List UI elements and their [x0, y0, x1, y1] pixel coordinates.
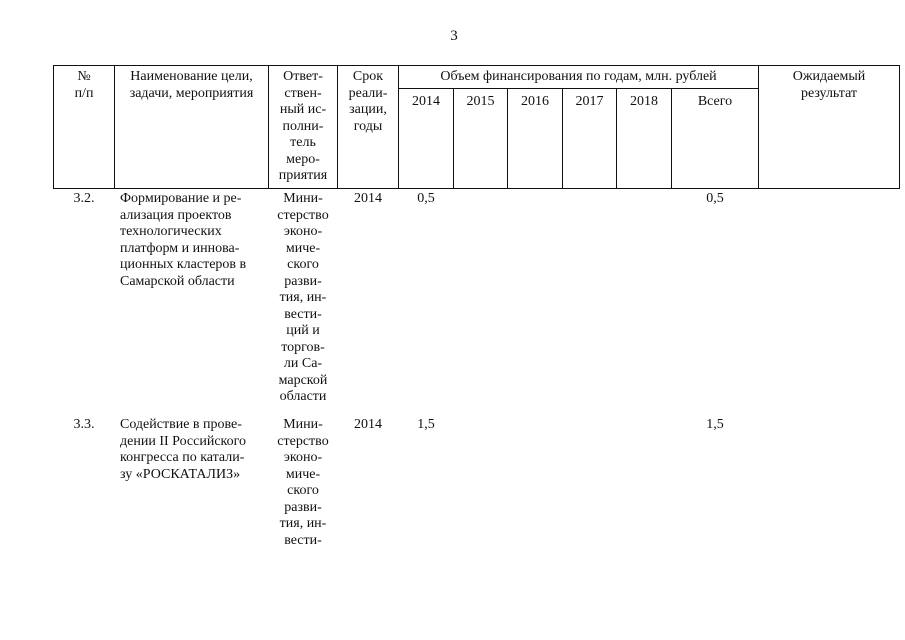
header-responsible: Ответ- ствен- ный ис- полни- тель меро- приятия: [278, 69, 328, 183]
col-border-right: [899, 65, 900, 189]
header-year-2016: 2016: [521, 94, 549, 109]
header-year-2014: 2014: [412, 94, 440, 109]
header-bottom-border: [53, 188, 900, 189]
header-year-2015: 2015: [466, 94, 495, 109]
header-funding-group: Объем финансирования по годам, млн. рублей: [440, 69, 717, 84]
row-value-total: 0,5: [706, 191, 724, 206]
row-responsible: Мини- стерство эконо- миче- ского разви- тия, ин- вести-: [277, 417, 329, 548]
header-total: Всего: [697, 94, 733, 109]
row-num: 3.2.: [73, 191, 95, 206]
header-num: № п/п: [74, 69, 94, 101]
row-num: 3.3.: [73, 417, 95, 432]
header-term: Срок реали- зации, годы: [348, 69, 388, 134]
header-year-2018: 2018: [630, 94, 658, 109]
header-name: Наименование цели, задачи, мероприятия: [129, 69, 254, 101]
row-value-2014: 0,5: [417, 191, 435, 206]
row-name: Формирование и ре- ализация проектов технологических платформ и иннова- ционных кластеров в Самарской области: [120, 191, 247, 289]
header-year-2017: 2017: [575, 94, 604, 109]
page-number: 3: [450, 28, 458, 44]
years-divider-line: [398, 88, 758, 89]
row-value-2014: 1,5: [417, 417, 435, 432]
row-responsible: Мини- стерство эконо- миче- ского разви- тия, ин- вести- ций и торгов- ли Са- марской области: [277, 191, 329, 404]
row-name: Содействие в прове- дении II Российского конгресса по катали- зу «РОСКАТАЛИЗ»: [120, 417, 247, 482]
row-term: 2014: [354, 417, 382, 432]
header-result: Ожидаемый результат: [792, 69, 866, 101]
row-term: 2014: [354, 191, 382, 206]
header-top-border: [53, 65, 900, 66]
row-value-total: 1,5: [706, 417, 724, 432]
